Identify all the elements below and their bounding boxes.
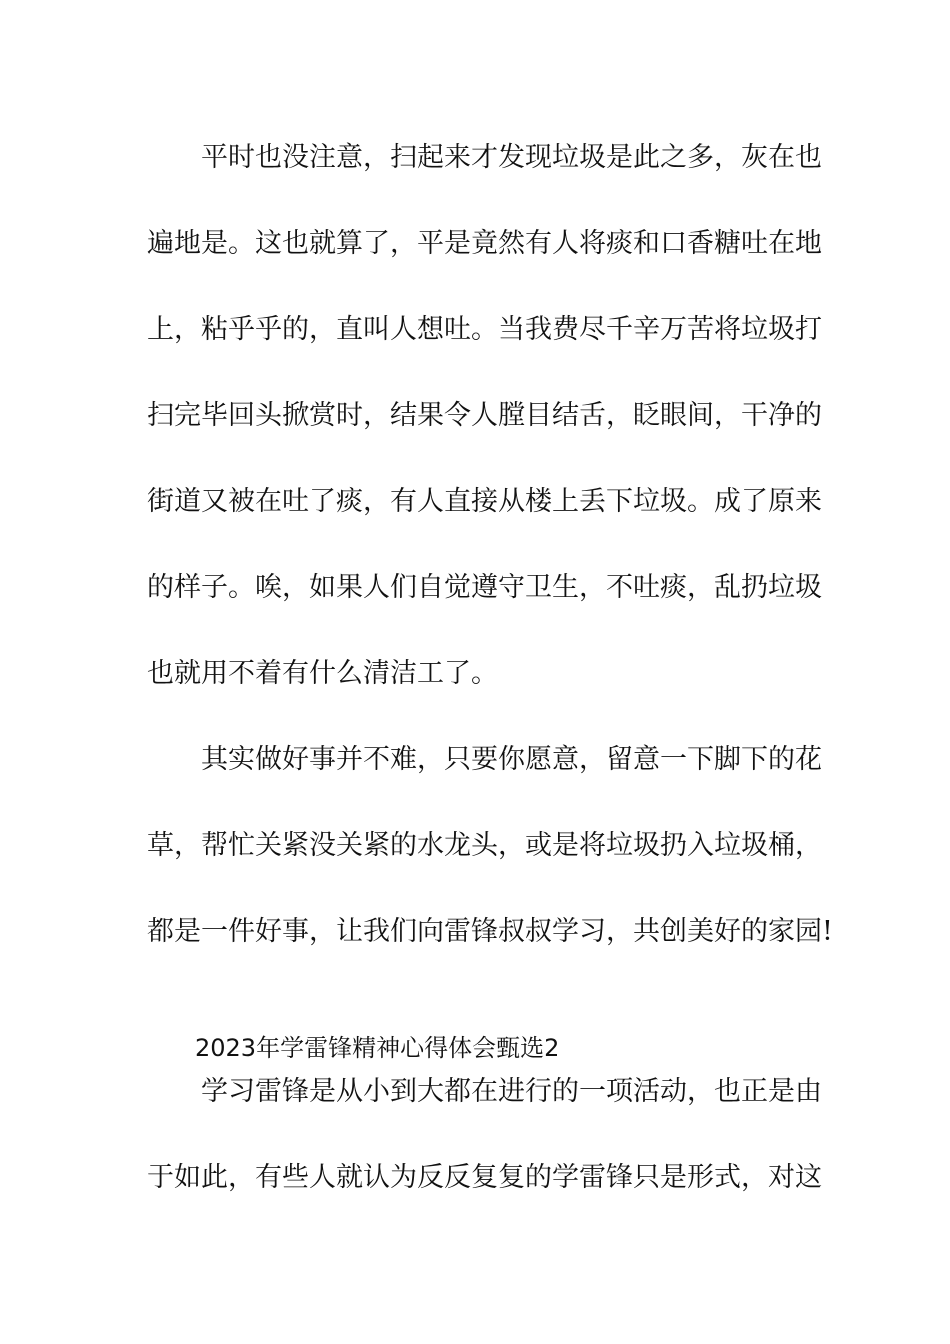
paragraph-1-line-6: 的样子。唉，如果人们自觉遵守卫生，不吐痰，乱扔垃圾 xyxy=(147,572,822,603)
paragraph-1-line-1: 平时也没注意，扫起来才发现垃圾是此之多，灰在也 xyxy=(201,142,822,173)
paragraph-1-line-3: 上，粘乎乎的，直叫人想吐。当我费尽千辛万苦将垃圾打 xyxy=(147,314,822,345)
paragraph-3-line-2: 于如此，有些人就认为反反复复的学雷锋只是形式，对这 xyxy=(147,1162,822,1193)
paragraph-2-line-1: 其实做好事并不难，只要你愿意，留意一下脚下的花 xyxy=(201,744,822,775)
paragraph-2-line-2: 草，帮忙关紧没关紧的水龙头，或是将垃圾扔入垃圾桶， xyxy=(147,830,822,861)
section-heading: 2023年学雷锋精神心得体会甄选2 xyxy=(195,1034,560,1062)
paragraph-3-line-1: 学习雷锋是从小到大都在进行的一项活动，也正是由 xyxy=(201,1076,822,1107)
paragraph-1-line-2: 遍地是。这也就算了，平是竟然有人将痰和口香糖吐在地 xyxy=(147,228,822,259)
paragraph-2-line-3: 都是一件好事，让我们向雷锋叔叔学习，共创美好的家园! xyxy=(147,916,833,947)
paragraph-1-line-5: 街道又被在吐了痰，有人直接从楼上丢下垃圾。成了原来 xyxy=(147,486,822,517)
paragraph-1-line-7: 也就用不着有什么清洁工了。 xyxy=(147,658,498,689)
paragraph-1-line-4: 扫完毕回头掀赏时，结果令人膛目结舌，眨眼间，干净的 xyxy=(147,400,822,431)
